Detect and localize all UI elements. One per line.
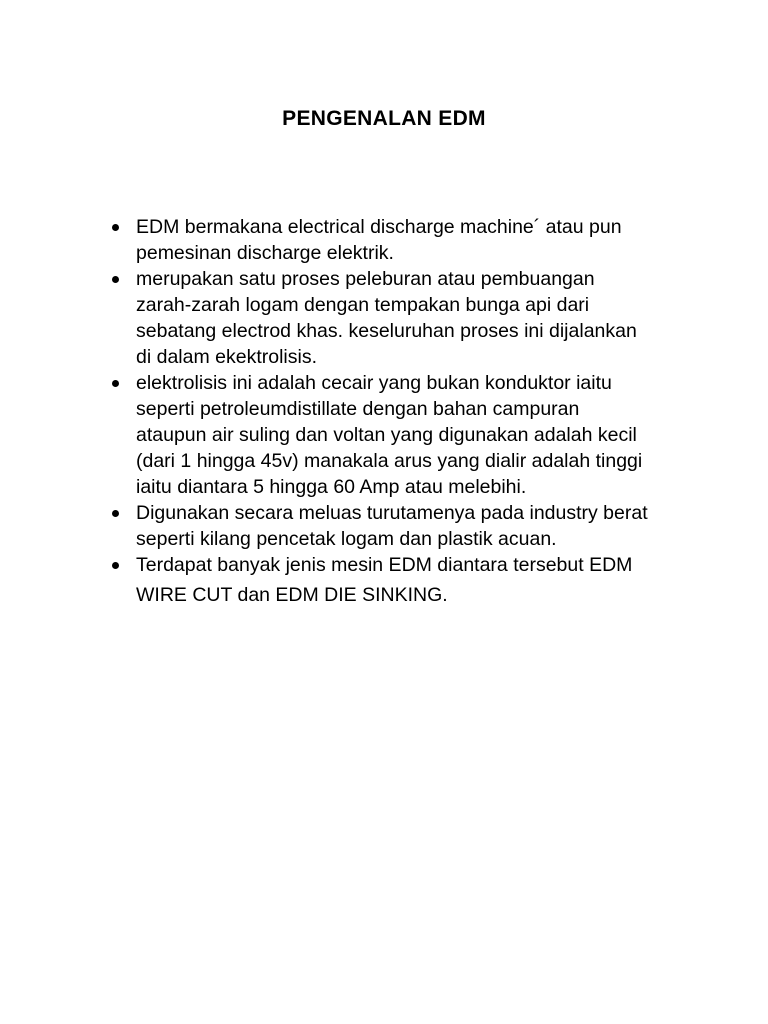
bullet-item-usage — [110, 500, 710, 552]
bullet-line: zarah-zarah logam dengan tempakan bunga api dari — [136, 294, 590, 316]
bullet-line: seperti kilang pencetak logam dan plastik acuan. — [136, 528, 557, 550]
bullet-line: EDM bermakana electrical discharge machine´ atau pun — [136, 216, 622, 238]
bullet-dot-icon — [112, 510, 119, 517]
bullet-dot-icon — [112, 562, 119, 569]
bullet-line: di dalam ekektrolisis. — [136, 346, 317, 368]
bullet-line: elektrolisis ini adalah cecair yang bukan konduktor iaitu — [136, 372, 612, 394]
bullet-line: merupakan satu proses peleburan atau pembuangan — [136, 268, 595, 290]
bullet-line: Digunakan secara meluas turutamenya pada industry berat — [136, 502, 648, 524]
bullet-item-electrolysis — [110, 370, 710, 500]
bullet-dot-icon — [112, 380, 119, 387]
bullet-line: pemesinan discharge elektrik. — [136, 242, 394, 264]
bullet-line: seperti petroleumdistillate dengan bahan campuran — [136, 398, 580, 420]
bullet-line: ataupun air suling dan voltan yang digunakan adalah kecil — [136, 424, 637, 446]
page-title: PENGENALAN EDM — [282, 107, 486, 130]
bullet-line: sebatang electrod khas. keseluruhan proses ini dijalankan — [136, 320, 637, 342]
bullet-dot-icon — [112, 276, 119, 283]
bullet-line: Terdapat banyak jenis mesin EDM diantara tersebut EDM — [136, 554, 633, 576]
bullet-line: iaitu diantara 5 hingga 60 Amp atau melebihi. — [136, 476, 527, 498]
bullet-item-types — [110, 552, 710, 612]
bullet-line: WIRE CUT dan EDM DIE SINKING. — [136, 584, 448, 606]
bullet-line: (dari 1 hingga 45v) manakala arus yang dialir adalah tinggi — [136, 450, 643, 472]
bullet-dot-icon — [112, 224, 119, 231]
bullet-item-edm-definition — [110, 214, 710, 266]
bullet-list — [110, 214, 710, 612]
bullet-item-process — [110, 266, 710, 370]
